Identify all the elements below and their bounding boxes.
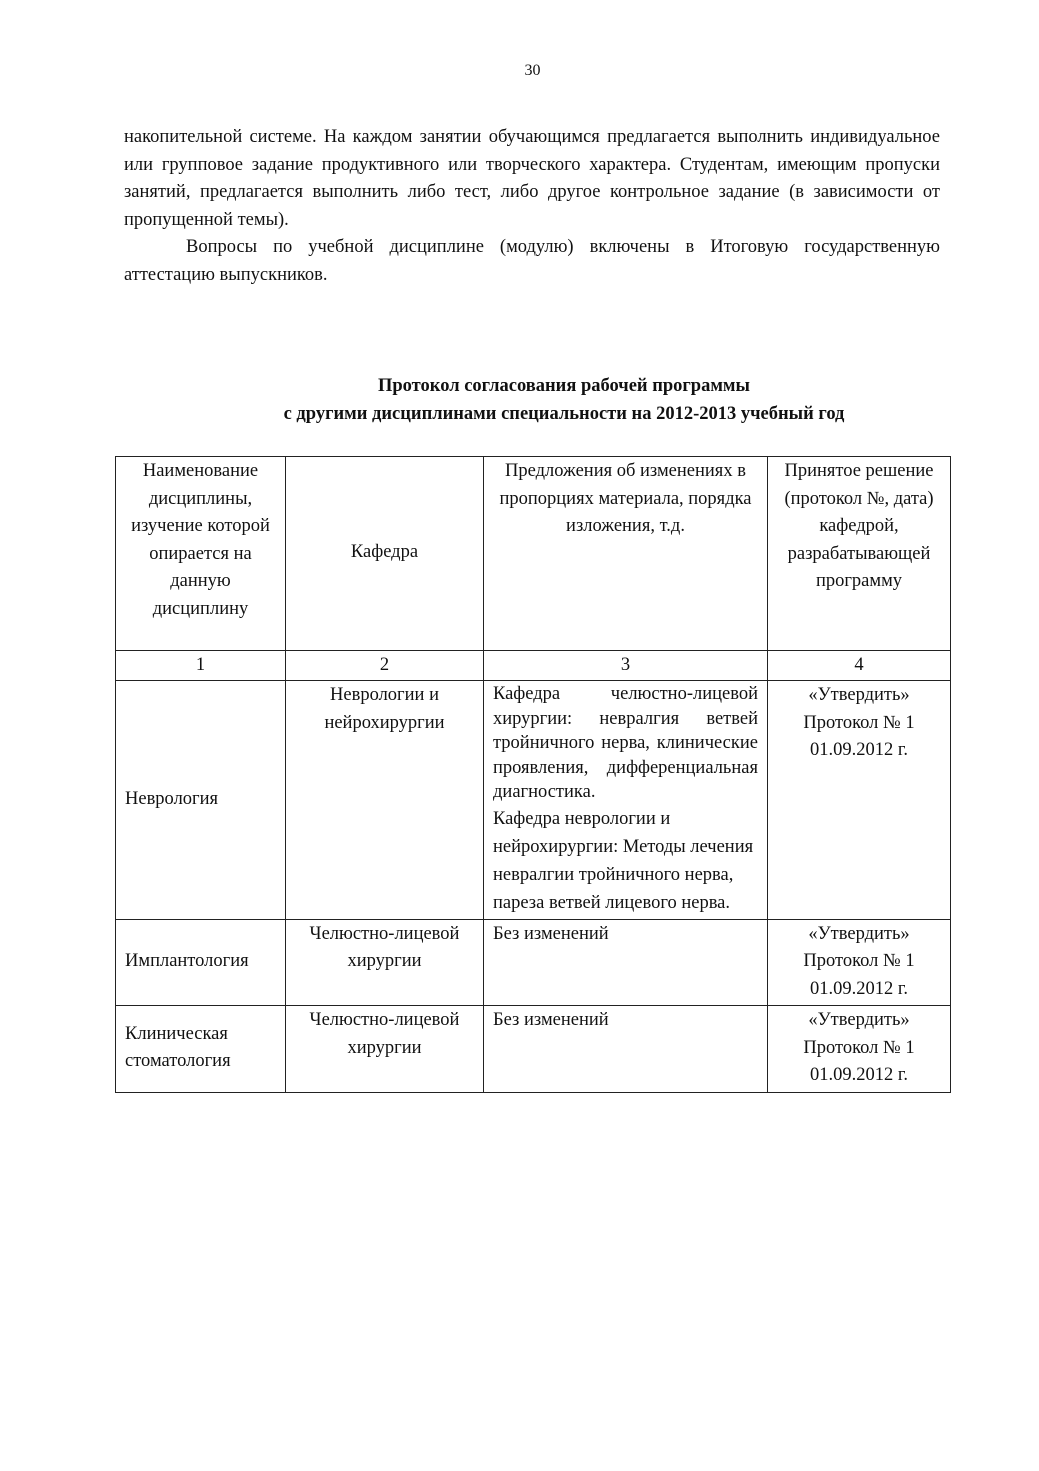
header-discipline: Наименование дисциплины, изучение которой опирается на данную дисциплину — [116, 457, 286, 651]
protocol-table — [115, 456, 951, 1093]
table-row — [116, 1006, 951, 1093]
intro-paragraph-1: накопительной системе. На каждом занятии обучающимся предлагается выполнить индивидуальное или групповое задание продуктивного или творческого характера. Студентам, имеющим пропуски занятий, предлагается выполнить либо тест, либо другое контрольное задание (в зависимости от пропущенной темы). — [124, 127, 940, 230]
decision-cell: «Утвердить» Протокол № 1 01.09.2012 г. — [768, 1006, 951, 1093]
department-cell: Челюстно-лицевой хирургии — [286, 1006, 484, 1093]
proposal-cell — [484, 681, 768, 920]
intro-paragraph-2: Вопросы по учебной дисциплине (модулю) включены в Итоговую государственную аттестацию выпускников. — [124, 237, 940, 285]
page-number: 30 — [524, 62, 541, 79]
table-row — [116, 681, 951, 920]
intro-text — [124, 124, 940, 289]
header-proposals: Предложения об изменениях в пропорциях материала, порядка изложения, т.д. — [484, 457, 768, 651]
column-number-row — [116, 651, 951, 681]
header-department: Кафедра — [286, 457, 484, 651]
decision-cell: «Утвердить» Протокол № 1 01.09.2012 г. — [768, 681, 951, 920]
table-header-row — [116, 457, 951, 651]
column-number-1: 1 — [116, 651, 286, 681]
decision-cell: «Утвердить» Протокол № 1 01.09.2012 г. — [768, 919, 951, 1006]
proposal-cell: Без изменений — [484, 919, 768, 1006]
proposal-part-1: Кафедра челюстно-лицевой хирургии: невралгия ветвей тройничного нерва, клинические проявления, дифференциальная диагностика. — [493, 684, 758, 802]
protocol-title-line-2: с другими дисциплинами специальности на 2012-2013 учебный год — [283, 404, 845, 424]
column-number-3: 3 — [484, 651, 768, 681]
discipline-cell: Неврология — [116, 681, 286, 920]
table-row — [116, 919, 951, 1006]
header-decision: Принятое решение (протокол №, дата) кафедрой, разрабатывающей программу — [768, 457, 951, 651]
protocol-title — [124, 372, 1004, 428]
proposal-cell: Без изменений — [484, 1006, 768, 1093]
protocol-title-line-1: Протокол согласования рабочей программы — [378, 376, 750, 396]
discipline-cell: Имплантология — [116, 919, 286, 1006]
column-number-4: 4 — [768, 651, 951, 681]
column-number-2: 2 — [286, 651, 484, 681]
department-cell: Челюстно-лицевой хирургии — [286, 919, 484, 1006]
discipline-cell: Клиническая стоматология — [116, 1006, 286, 1093]
department-cell: Неврологии и нейрохирургии — [286, 681, 484, 920]
proposal-part-2: Кафедра неврологии и нейрохирургии: Методы лечения невралгии тройничного нерва, пареза ветвей лицевого нерва. — [493, 808, 754, 913]
